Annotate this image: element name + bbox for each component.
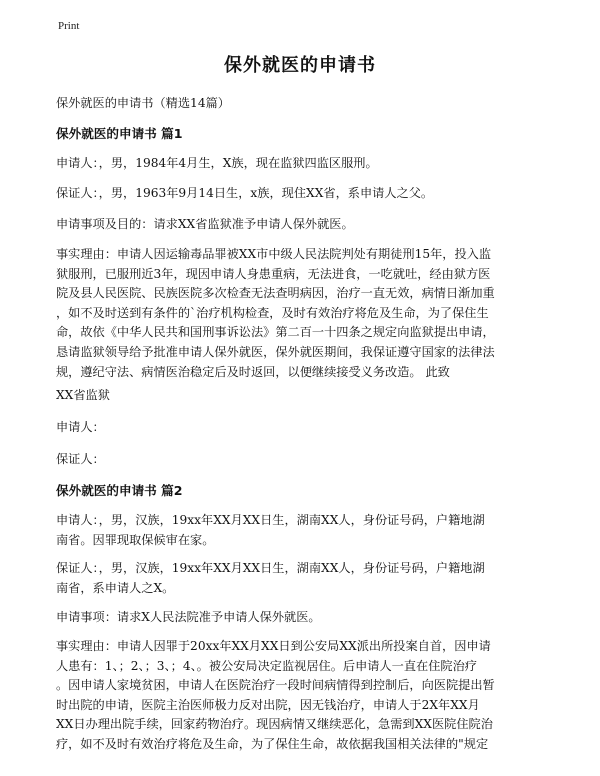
article-2-reasons-line: 事实理由：申请人因罪于20xx年XX月XX日到公安局XX派出所投案自首，因申请 <box>56 639 491 653</box>
article-2-heading: 保外就医的申请书 篇2 <box>56 483 183 498</box>
print-label: Print <box>58 20 80 32</box>
article-2-guarantor <box>56 559 546 598</box>
article-1-guarantor-signature: 保证人： <box>56 452 105 466</box>
article-1-purpose: 申请事项及目的：请求XX省监狱准予申请人保外就医。 <box>56 217 354 231</box>
article-2-purpose: 申请事项：请求X人民法院准予申请人保外就医。 <box>56 610 321 624</box>
article-1-reasons <box>56 245 546 382</box>
article-1-reasons-line: 院及县人民医院、民族医院多次检查无法查明病因，治疗一直无效，病情日渐加重 <box>56 286 495 301</box>
article-2-reasons <box>56 637 546 755</box>
article-1-reasons-line: 命，故依《中华人民共和国刑事诉讼法》第二百一十四条之规定向监狱提出申请， <box>56 325 495 340</box>
article-2-reasons-line: 时出院的申请，医院主治医师极力反对出院，因无钱治疗，申请人于2X年XX月 <box>56 697 480 712</box>
article-1-heading: 保外就医的申请书 篇1 <box>56 126 183 141</box>
article-1-guarantor: 保证人：，男，1963年9月14日生，x族，现住XX省，系申请人之父。 <box>56 186 434 200</box>
article-2-reasons-line: XX日办理出院手续，回家药物治疗。现因病情又继续恶化，急需到XX医院住院治 <box>56 717 493 732</box>
article-1-recipient: XX省监狱 <box>56 388 110 402</box>
article-2-applicant <box>56 511 546 550</box>
article-1-applicant-signature: 申请人： <box>56 420 105 434</box>
document-subtitle: 保外就医的申请书（精选14篇） <box>56 96 230 110</box>
article-2-reasons-line: 疗，如不及时有效治疗将危及生命，为了保住生命，故依据我国相关法律的"规定 <box>56 736 489 751</box>
article-2-applicant-line: 申请人：，男，汉族，19xx年XX月XX日生，湖南XX人，身份证号码，户籍地湖 <box>56 513 485 527</box>
article-1-reasons-line: 规，遵纪守法、病情医治稳定后及时返回，以便继续接受义务改造。 此致 <box>56 364 450 379</box>
article-2-reasons-line: 人患有：1、；2、；3、；4、。被公安局决定监视居住。后申请人一直在住院治疗 <box>56 658 477 673</box>
article-2-guarantor-line: 保证人：，男，汉族，19xx年XX月XX日生，湖南XX人，身份证号码，户籍地湖 <box>56 561 485 575</box>
article-2-guarantor-line: 南省，系申请人之X。 <box>56 580 175 595</box>
article-2-applicant-line: 南省。因罪现取保候审在家。 <box>56 532 215 547</box>
article-1-reasons-line: 狱服刑，已服刑近3年，现因申请人身患重病，无法进食，一吃就吐，经由狱方医 <box>56 266 491 281</box>
article-1-applicant: 申请人：，男，1984年4月生，X族，现在监狱四监区服刑。 <box>56 156 378 170</box>
article-1-reasons-line: 事实理由：申请人因运输毒品罪被XX市中级人民法院判处有期徒刑15年，投入监 <box>56 247 492 261</box>
article-2-reasons-line: 。因申请人家境贫困，申请人在医院治疗一段时间病情得到控制后，向医院提出暂 <box>56 678 495 693</box>
document-title: 保外就医的申请书 <box>224 55 376 76</box>
article-1-reasons-line: ，如不及时送到有条件的`治疗机构检查，及时有效治疗将危及生命，为了保住生 <box>56 305 489 320</box>
article-1-reasons-line: 恳请监狱领导给予批准申请人保外就医，保外就医期间，我保证遵守国家的法律法 <box>56 344 495 359</box>
